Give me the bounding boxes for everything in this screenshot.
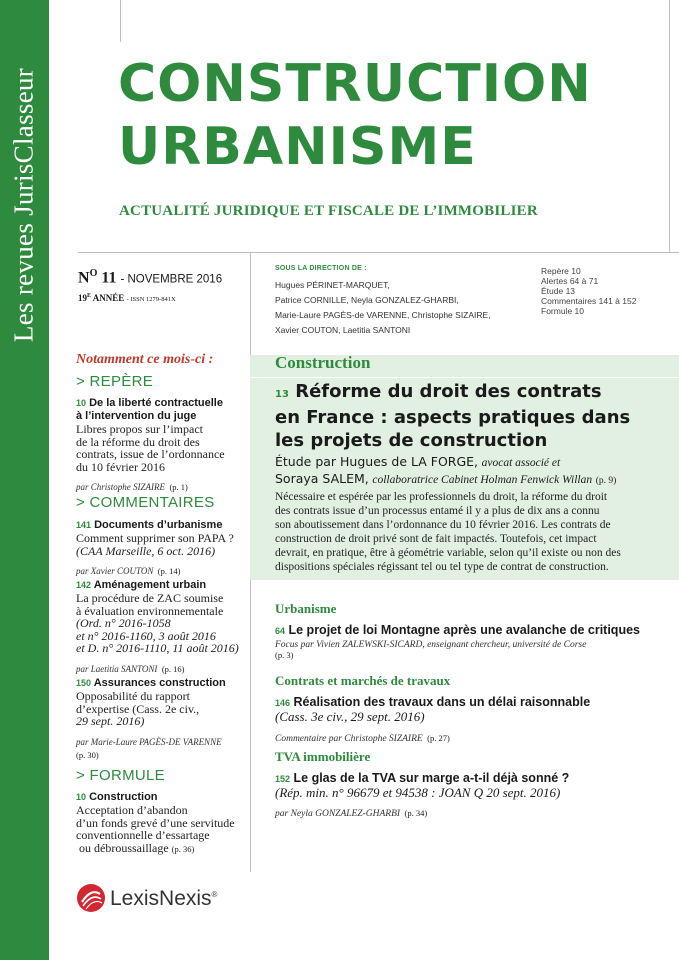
direction-label: SOUS LA DIRECTION DE : (275, 265, 367, 272)
notamment-heading: Notamment ce mois-ci : (76, 352, 214, 367)
formule-item: 10 Construction Acceptation d’abandon d’un fonds grevé d’une servitude conventionnelle d’essartage ou débroussaillage (p. 36) (76, 791, 235, 855)
feature-divider (250, 377, 679, 378)
header-divider (78, 252, 679, 253)
feature-title: 13 Réforme du droit des contrats en France : aspects pratiques dans les projets de construction (275, 381, 631, 451)
feature-abstract: Nécessaire et espérée par les professionnels du droit, la réforme du droit des contrats issue d’un processus entamé il y a plus de dix ans a connu son aboutissement dans l’ordonnance du 10 février 2016. Les contrats de construction de droit privé sont de fait impactés. Toutefois, cet impact devrait, en pratique, être à géométrie variable, selon qu’il existe ou non des dispositions spéciales régissant tel ou tel type de contrat de construction. (275, 491, 621, 573)
issue-year: $19^E$ ANNÉE - ISSN 1279-841X (78, 293, 176, 303)
publisher-name: LexisNexis® (110, 887, 218, 910)
lexisnexis-logo (76, 883, 106, 918)
issue-number: $N^O$ 11 - NOVEMBRE 2016 (78, 268, 223, 287)
sidebar-title: Les revues JurisClasseur (8, 67, 39, 343)
tagline: ACTUALITÉ JURIDIQUE ET FISCALE DE L’IMMOBILIER (119, 203, 538, 219)
formule-heading: > FORMULE (76, 767, 165, 784)
commentaire-item: 141 Documents d’urbanisme Comment supprimer son PAPA ? (CAA Marseille, 6 oct. 2016) par Xavier COUTON (p. 14) (76, 519, 234, 576)
lexisnexis-emblem-icon (76, 883, 106, 913)
commentaires-heading: > COMMENTAIRES (76, 494, 215, 511)
section-urbanisme: Urbanisme 64 Le projet de loi Montagne après une avalanche de critiques Focus par Vivien ZALEWSKI-SICARD, enseignant chercheur, université de Corse (p. 3) (275, 601, 640, 660)
contents-list: Repère 10 Alertes 64 à 71 Étude 13 Commentaires 141 à 152 Formule 10 (541, 266, 637, 316)
repere-item: 10 De la liberté contractuelle à l’intervention du juge Libres propos sur l’impact de la réforme du droit des contrats, issue de l’ordonnance du 10 février 2016 par Christophe SIZAIRE (p. 1) (76, 397, 225, 492)
feature-section: Construction (275, 353, 371, 372)
repere-heading: > REPÈRE (76, 373, 154, 390)
section-contrats: Contrats et marchés de travaux 146 Réalisation des travaux dans un délai raisonnable (Cass. 3e civ., 29 sept. 2016) Commentaire par Christophe SIZAIRE (p. 27) (275, 673, 591, 744)
commentaire-item: 150 Assurances construction Opposabilité du rapport d’expertise (Cass. 2e civ., 29 sept. 2016) par Marie-Laure PAGÈS-DE VARENNE (p. 30) (76, 677, 226, 760)
issue-date: - NOVEMBRE 2016 (120, 273, 223, 286)
section-tva: TVA immobilière 152 Le glas de la TVA sur marge a-t-il déjà sonné ? (Rép. min. n° 96679 et 94538 : JOAN Q 20 sept. 2016) par Neyla GONZALEZ-GHARBI (p. 34) (275, 749, 570, 819)
frame-line (120, 0, 121, 42)
masthead-title: CONSTRUCTION (118, 54, 592, 114)
feature-byline: Étude par Hugues de LA FORGE, avocat associé et Soraya SALEM, collaboratrice Cabinet Holman Fenwick Willan (p. 9) (275, 454, 617, 486)
commentaire-item: 142 Aménagement urbain La procédure de ZAC soumise à évaluation environnementale (Ord. n° 2016-1058 et n° 2016-1160, 3 août 2016 et D. n° 2016-1110, 11 août 2016) par Laetitia SANTONI (p. 16) (76, 579, 239, 674)
direction-names: Hugues PÉRINET-MARQUET, Patrice CORNILLE, Neyla GONZALEZ-GHARBI, Marie-Laure PAGÈS-de VARENNE, Christophe SIZAIRE, Xavier COUTON, Laetitia SANTONI (275, 280, 491, 335)
issn: - ISSN 1279-841X (126, 296, 176, 303)
frame-line (669, 0, 670, 252)
masthead-title-2: URBANISME (118, 117, 477, 177)
